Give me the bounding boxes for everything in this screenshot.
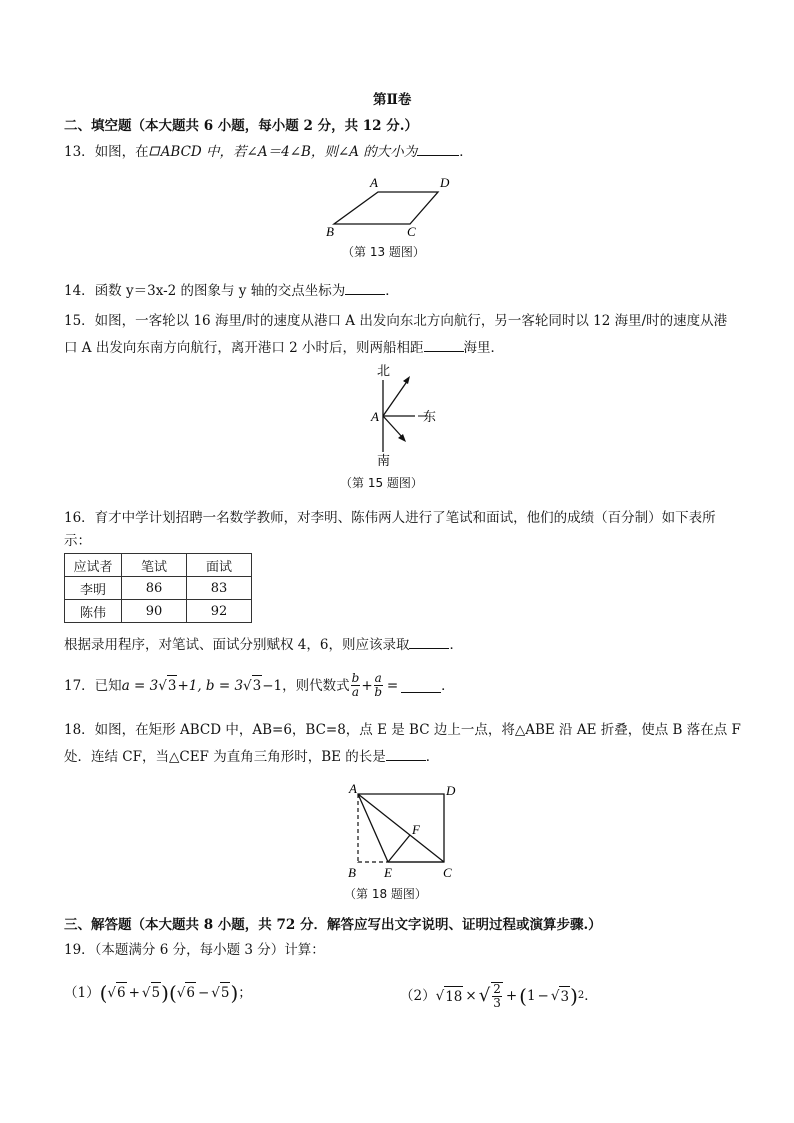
question-17 — [64, 672, 455, 699]
q19-sub2-label: （2） — [400, 988, 436, 1004]
part2-heading: 二、填空题（本大题共 6 小题，每小题 2 分，共 12 分.） — [64, 118, 418, 134]
q19-sub1-end: ； — [238, 984, 252, 1001]
q14-end: ． — [385, 283, 399, 299]
q15-northeast-arrowhead-icon — [403, 376, 410, 384]
q19-sub2-one: 1 — [526, 988, 536, 1004]
sqrt-icon: √ — [141, 984, 151, 1001]
minus-sign: − — [197, 984, 210, 1001]
q17-end: ． — [441, 677, 455, 694]
q15-south-label: 南 — [377, 454, 391, 469]
q13-answer-blank[interactable] — [417, 141, 459, 156]
q18-diagonal-ac — [358, 794, 444, 862]
q18-segment-ae — [358, 794, 388, 862]
q17-frac2-num: a — [374, 671, 382, 685]
question-15-line1: 15．如图，一客轮以 16 海里/时的速度从港口 A 出发向东北方向航行，另一客轮同时以 12 海里/时的速度从港 — [64, 313, 728, 329]
paren-open: ( — [168, 980, 177, 1005]
q13-label-c: C — [407, 224, 416, 238]
q19-sub2-fraction — [491, 982, 503, 1010]
sqrt-icon: √ — [176, 984, 186, 1001]
question-18-line1: 18．如图，在矩形 ABCD 中，AB=6，BC=8，点 E 是 BC 边上一点，将△ABE 沿 AE 折叠，使点 B 落在点 F — [64, 722, 741, 738]
q18-label-c: C — [443, 865, 452, 880]
q19-sub2 — [400, 982, 598, 1010]
paren-open: ( — [519, 984, 527, 1008]
sqrt-icon: √ — [107, 984, 117, 1001]
q15-text: 口 A 出发向东南方向航行，离开港口 2 小时后，则两船相距 — [64, 340, 424, 356]
q17-root1: 3 — [167, 675, 178, 696]
q17-pre: 17．已知 — [64, 677, 122, 694]
q19-sub1-root3: 6 — [185, 982, 196, 1003]
q15-southeast-arrow — [383, 416, 403, 438]
q18-label-f: F — [412, 822, 420, 837]
q13-pre: 如图，在 — [94, 144, 149, 160]
q13-end: ． — [459, 144, 473, 160]
q17-frac1-num: b — [351, 671, 360, 685]
table-cell: 86 — [122, 577, 187, 600]
q17-root2: 3 — [252, 675, 263, 696]
table-cell: 李明 — [65, 577, 122, 600]
q19-sub2-times: × — [465, 988, 477, 1004]
question-13 — [64, 141, 473, 162]
q15-point-a: A — [371, 409, 379, 424]
sqrt-icon: √ — [435, 988, 445, 1004]
q17-fraction-2 — [374, 672, 383, 699]
q18-label-d: D — [446, 783, 456, 798]
table-row — [65, 577, 252, 600]
table-row — [65, 600, 252, 623]
q19-sub2-plus: + — [505, 988, 518, 1004]
sqrt-icon: √ — [243, 677, 252, 694]
q19-sub1-root4: 5 — [220, 982, 231, 1003]
section-title: 第Ⅱ卷 — [373, 92, 412, 108]
question-14 — [64, 280, 399, 301]
q15-east-label: 东 — [423, 410, 437, 425]
q18-text: 处．连结 CF，当△CEF 为直角三角形时，BE 的长是 — [64, 749, 386, 765]
table-cell: 92 — [187, 600, 252, 623]
q17-plus: + — [361, 677, 373, 694]
q19-sub2-fden: 3 — [493, 996, 501, 1010]
q15-southeast-arrowhead-icon — [398, 434, 406, 442]
part3-heading: 三、解答题（本大题共 8 小题，共 72 分．解答应写出文字说明、证明过程或演算步骤.） — [64, 917, 602, 933]
q18-caption: （第 18 题图） — [344, 887, 427, 901]
paren-close: ) — [161, 980, 169, 1005]
paren-close: ) — [230, 980, 239, 1005]
q16-text: 根据录用程序，对笔试、面试分别赋权 4，6，则应该录取 — [64, 637, 410, 653]
q15-caption: （第 15 题图） — [340, 476, 423, 490]
q13-parallelogram — [334, 192, 438, 224]
parallelogram-symbol-icon — [149, 142, 161, 151]
q19-sub2-root1: 18 — [444, 986, 463, 1007]
q17-frac2-den: b — [374, 685, 383, 699]
q19-sub1-label: （1） — [64, 984, 100, 1001]
table-cell: 陈伟 — [65, 600, 122, 623]
q19-sub2-root2: 3 — [559, 986, 570, 1007]
q18-end: ． — [425, 749, 440, 765]
q19-sub1 — [64, 982, 252, 1003]
q13-label-b: B — [326, 224, 334, 238]
question-19: 19．（本题满分 6 分，每小题 3 分）计算： — [64, 942, 325, 958]
q15-answer-blank[interactable] — [424, 337, 464, 352]
q17-equals: = — [386, 677, 399, 694]
question-16-after — [64, 634, 463, 655]
table-header-cell: 面试 — [187, 554, 252, 577]
sqrt-icon: √ — [478, 985, 491, 1006]
q15-compass-figure — [360, 360, 450, 470]
q18-label-b: B — [348, 865, 356, 880]
q14-number: 14． — [64, 283, 95, 299]
q16-end: ． — [449, 637, 463, 653]
paren-open: ( — [99, 980, 108, 1005]
q15-northeast-arrow — [383, 380, 408, 416]
q13-label-a: A — [370, 175, 378, 190]
q18-label-a: A — [349, 782, 357, 796]
q16-score-table — [64, 553, 252, 623]
q17-fraction-1 — [351, 672, 361, 699]
q18-rectangle-figure — [340, 782, 470, 882]
q19-sub1-root2: 5 — [151, 982, 162, 1003]
table-header-cell: 笔试 — [122, 554, 187, 577]
q13-label-d: D — [440, 175, 450, 190]
q19-sub2-fnum: 2 — [493, 982, 501, 996]
question-15-line2 — [64, 337, 504, 358]
q13-caption: （第 13 题图） — [342, 245, 425, 259]
q19-sub2-minus: − — [537, 988, 549, 1004]
q18-segment-ef — [388, 835, 410, 862]
q18-answer-blank[interactable] — [386, 746, 426, 761]
q14-answer-blank[interactable] — [345, 280, 385, 295]
q16-answer-blank[interactable] — [409, 634, 449, 649]
table-header-row — [65, 554, 252, 577]
table-cell: 83 — [187, 577, 252, 600]
q13-number: 13． — [64, 144, 95, 160]
sqrt-icon: √ — [158, 677, 167, 694]
q15-end: 海里． — [463, 340, 505, 356]
plus-sign: + — [128, 984, 140, 1001]
question-16-line1: 16．育才中学计划招聘一名数学教师，对李明、陈伟两人进行了笔试和面试，他们的成绩（百分制）如下表所 — [64, 510, 716, 526]
q14-text: 函数 y＝3x-2 的图象与 y 轴的交点坐标为 — [94, 283, 346, 299]
table-header-cell: 应试者 — [65, 554, 122, 577]
question-18-line2 — [64, 746, 439, 767]
paren-close: ) — [570, 984, 578, 1008]
q19-sub1-root1: 6 — [116, 982, 127, 1003]
q17-b-tail: −1，则代数式 — [262, 677, 350, 694]
sqrt-icon: √ — [211, 984, 220, 1001]
q19-sub2-exponent: 2 — [577, 990, 585, 1001]
q13-parallelogram-figure — [320, 172, 470, 238]
question-16-line2: 示： — [64, 533, 91, 549]
q17-frac1-den: a — [351, 685, 360, 699]
q15-north-label: 北 — [377, 364, 391, 379]
q13-text: ABCD 中，若∠A＝4∠B，则∠A 的大小为 — [160, 144, 418, 160]
q17-a-expr: a = 3 — [121, 677, 159, 694]
q17-answer-blank[interactable] — [401, 678, 441, 693]
q19-sub2-end: ． — [584, 988, 598, 1004]
q18-label-e: E — [384, 865, 392, 880]
table-cell: 90 — [122, 600, 187, 623]
q17-a-tail: +1, b = 3 — [177, 677, 244, 694]
sqrt-icon: √ — [550, 988, 560, 1004]
